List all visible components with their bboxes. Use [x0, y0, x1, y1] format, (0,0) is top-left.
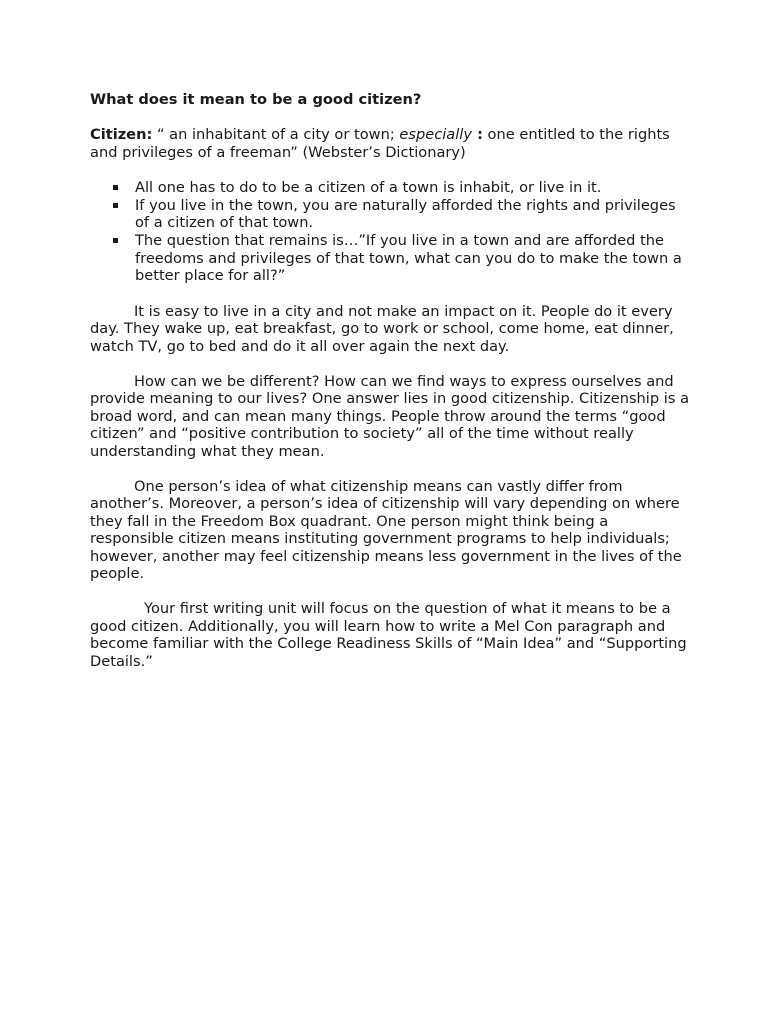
document-body: [90, 91, 690, 670]
citizen-bullet-list: [90, 179, 690, 285]
definition-colon: :: [472, 126, 483, 143]
bullet-item: [90, 232, 690, 285]
definition-text-start: “ an inhabitant of a city or town;: [152, 126, 400, 143]
paragraph-writing-unit: Your first writing unit will focus on the question of what it means to be a good citizen. Additionally, you will learn how to write a Mel Con paragraph and become familiar with the College Readiness Skills of “Main Idea” and “Supporting Details.”: [90, 600, 687, 670]
square-bullet-icon: [113, 185, 118, 190]
paragraph-good-citizenship: How can we be different? How can we find ways to express ourselves and provide meaning to our lives? One answer lies in good citizenship. Citizenship is a broad word, and can mean many things. People throw around the terms “good citizen” and “positive contribution to society” all of the time without really understanding what they mean.: [90, 372, 690, 460]
square-bullet-icon: [113, 238, 118, 243]
definition-emphasis: especially: [399, 126, 472, 143]
bullet-text: All one has to do to be a citizen of a town is inhabit, or live in it.: [135, 179, 602, 197]
bullet-text: The question that remains is…”If you live in a town and are afforded the freedoms and privileges of that town, what can you do to make the town a better place for all?”: [135, 231, 682, 285]
bullet-text: If you live in the town, you are naturally afforded the rights and privileges of a citizen of that town.: [135, 196, 676, 232]
bullet-item: [90, 197, 690, 232]
citizen-definition: [90, 126, 690, 161]
document-title: What does it mean to be a good citizen?: [90, 91, 422, 108]
square-bullet-icon: [113, 203, 118, 208]
definition-text-end: one entitled to the rights and privileges of a freeman” (Webster’s Dictionary): [90, 126, 670, 161]
paragraph-freedom-box: One person’s idea of what citizenship means can vastly differ from another’s. Moreover, a person’s idea of citizenship will vary depending on where they fall in the Freedom Box quadrant. One person might think being a responsible citizen means instituting government programs to help individuals; however, another may feel citizenship means less government in the lives of the people.: [90, 477, 682, 583]
paragraph-impact: It is easy to live in a city and not make an impact on it. People do it every day. They wake up, eat breakfast, go to work or school, come home, eat dinner, watch TV, go to bed and do it all over again the next day.: [90, 302, 674, 355]
definition-term: Citizen:: [90, 126, 153, 143]
bullet-item: [90, 179, 690, 197]
